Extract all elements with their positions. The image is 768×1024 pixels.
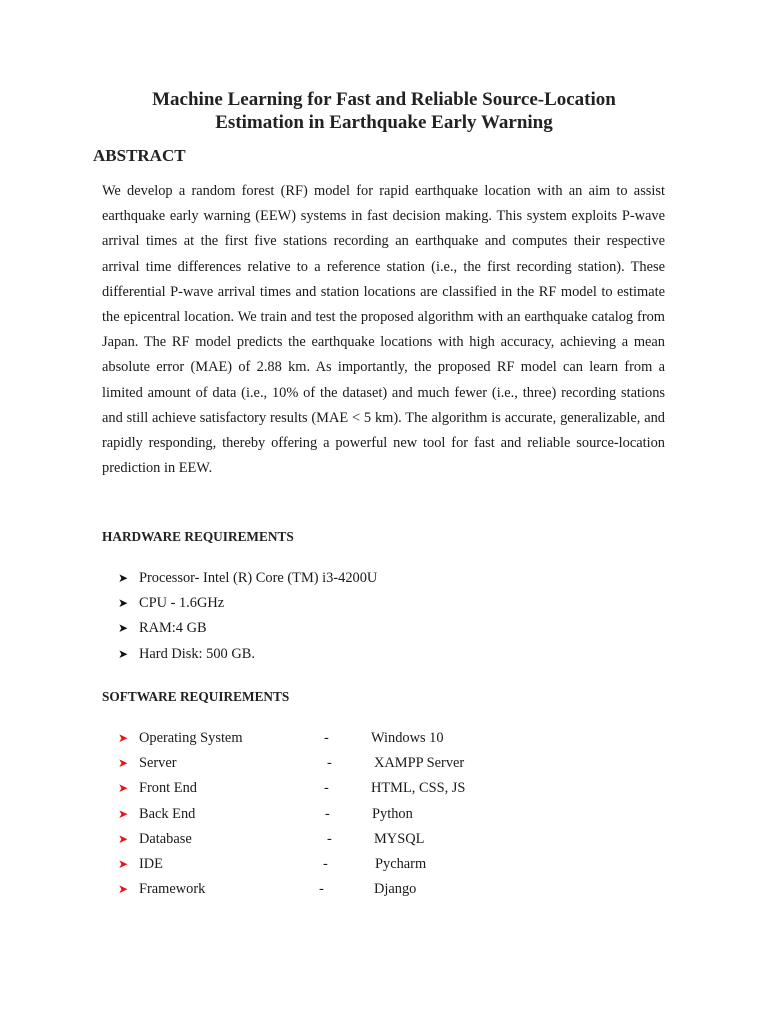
software-item-separator: - bbox=[323, 855, 328, 872]
arrowhead-bullet-icon: ➤ bbox=[117, 831, 129, 846]
software-item-value: XAMPP Server bbox=[374, 755, 465, 772]
arrowhead-bullet-icon: ➤ bbox=[117, 646, 129, 661]
arrowhead-bullet-icon: ➤ bbox=[117, 571, 129, 585]
arrowhead-bullet-icon: ➤ bbox=[117, 596, 129, 611]
arrowhead-bullet-icon: ➤ bbox=[117, 856, 129, 871]
title-line-2: Estimation in Earthquake Early Warning bbox=[215, 112, 553, 133]
software-item-separator: - bbox=[324, 730, 329, 746]
software-item-name: Back End bbox=[139, 805, 196, 822]
software-heading: SOFTWARE REQUIREMENTS bbox=[102, 689, 290, 704]
arrowhead-bullet-icon: ➤ bbox=[117, 621, 129, 636]
software-item-separator: - bbox=[327, 830, 332, 847]
hardware-heading: HARDWARE REQUIREMENTS bbox=[102, 529, 294, 544]
software-item-separator: - bbox=[324, 780, 329, 797]
software-item-value: MYSQL bbox=[374, 830, 425, 847]
software-item-name: Framework bbox=[139, 881, 206, 898]
software-item-separator: - bbox=[325, 805, 330, 822]
software-item-separator: - bbox=[319, 881, 324, 898]
arrowhead-bullet-icon: ➤ bbox=[117, 781, 129, 796]
hardware-item-text: Hard Disk: 500 GB. bbox=[139, 645, 255, 662]
software-item-name: IDE bbox=[139, 855, 163, 872]
software-item-name: Operating System bbox=[139, 730, 243, 746]
arrowhead-bullet-icon: ➤ bbox=[117, 756, 129, 771]
arrowhead-bullet-icon: ➤ bbox=[117, 731, 129, 745]
abstract-paragraph: We develop a random forest (RF) model for rapid earthquake location with an aim to assist earthquake early warning (EEW) systems in fast decision making. This system exploits P-wave arrival times at the first five stations recording an earthquake and computes their respective arrival time differences relative to a reference station (i.e., the first recording station). These differential P-wave arrival times and station locations are classified in the RF model to estimate the epicentral location. We train and test the proposed algorithm with an earthquake catalog from Japan. The RF model predicts the earthquake locations with high accuracy, achieving a mean absolute error (MAE) of 2.88 km. As importantly, the proposed RF model can learn from a limited amount of data (i.e., 10% of the dataset) and much fewer (i.e., three) recording stations and still achieve satisfactory results (MAE < 5 km). The algorithm is accurate, generalizable, and rapidly responding, thereby offering a powerful new tool for fast and reliable source-location prediction in EEW. bbox=[102, 183, 665, 477]
arrowhead-bullet-icon: ➤ bbox=[117, 806, 129, 821]
software-item-separator: - bbox=[327, 755, 332, 772]
abstract-heading: ABSTRACT bbox=[93, 146, 186, 165]
hardware-item-text: Processor- Intel (R) Core (TM) i3-4200U bbox=[139, 570, 378, 586]
software-item-value: Pycharm bbox=[375, 855, 427, 872]
software-item-value: Python bbox=[372, 805, 413, 822]
title-line-1: Machine Learning for Fast and Reliable Source-Location bbox=[152, 89, 616, 110]
hardware-item-text: RAM:4 GB bbox=[139, 620, 207, 637]
software-item-value: Windows 10 bbox=[371, 730, 444, 746]
software-item-name: Server bbox=[139, 755, 177, 772]
hardware-item-text: CPU - 1.6GHz bbox=[139, 595, 225, 612]
software-item-name: Front End bbox=[139, 780, 197, 797]
arrowhead-bullet-icon: ➤ bbox=[117, 882, 129, 897]
software-item-name: Database bbox=[139, 830, 192, 847]
document-title bbox=[0, 88, 768, 134]
software-item-value: Django bbox=[374, 881, 417, 898]
software-item-value: HTML, CSS, JS bbox=[371, 780, 466, 797]
